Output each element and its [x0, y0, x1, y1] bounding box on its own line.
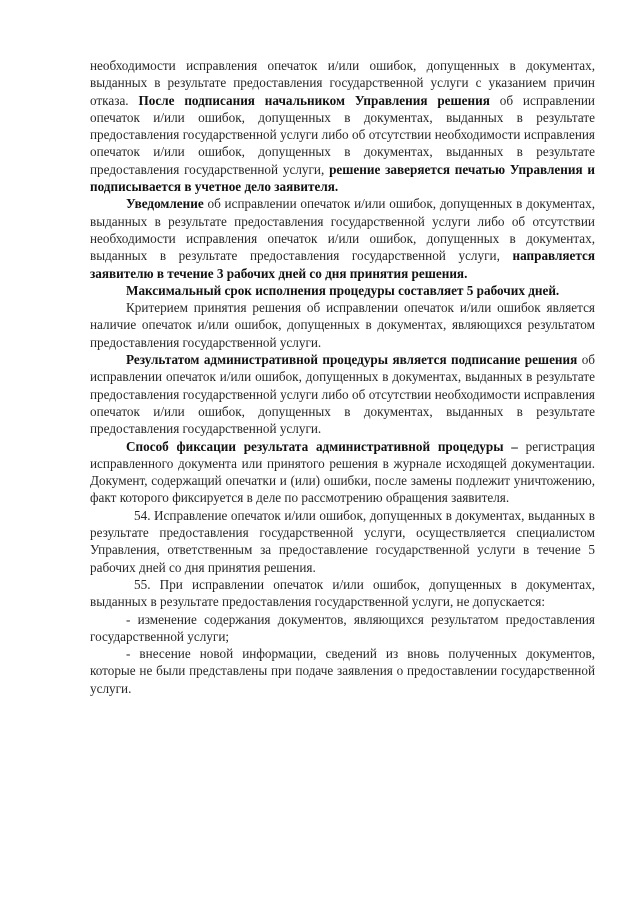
text-refusal-reasons: необходимости исправления опечаток и/или ошибок, допущенных в документах, выданных в результате предоставления государственной услуги с указанием причин отказа.: [90, 58, 595, 108]
text-fixation-body: регистрация исправленного документа или принятого решения в журнале исходящей документации. Документ, содержащий опечатки и (или) ошибки, после замены подлежит уничтожению, факт которого фиксируется в деле по рассмотрению обращения заявителя.: [90, 438, 595, 506]
paragraph-criterion: Критерием принятия решения об исправлении опечаток и/или ошибок является наличие опечаток и/или ошибок, допущенных в документах, являющихся результатом предоставления государственной услуги.: [90, 300, 595, 350]
document-text: [90, 57, 595, 697]
paragraph-item-54: 54. Исправление опечаток и/или ошибок, допущенных в документах, выданных в результате предоставления государственной услуги, осуществляется специалистом Управления, ответственным за предоставление государственной услуги в течение 5 рабочих дней со дня принятия решения.: [90, 507, 595, 575]
text-notification-deadline: направляется заявителю в течение 3 рабочих дней со дня принятия решения.: [90, 248, 596, 281]
paragraph-decision-signing: [90, 57, 595, 195]
list-item-new-information: - внесение новой информации, сведений из вновь полученных документов, которые не были представлены при подаче заявления о предоставлении государственной услуги.: [90, 646, 595, 696]
text-notification-subject: об исправлении опечаток и/или ошибок, допущенных в документах, выданных в результате предоставления государственной услуги либо об отсутствии необходимости исправления опечаток и/или ошибок, допущенных в документах, выданных в результате предоставления государственной услуги,: [90, 196, 595, 264]
paragraph-fixation-method: [90, 438, 595, 507]
paragraph-notification: [90, 195, 595, 281]
text-fixation-label: Способ фиксации результата административной процедуры –: [126, 438, 518, 454]
paragraph-result: [90, 351, 595, 437]
paragraph-max-term: Максимальный срок исполнения процедуры составляет 5 рабочих дней.: [126, 282, 560, 298]
text-notification-label: Уведомление: [126, 196, 204, 212]
text-decision-subject: об исправлении опечаток и/или ошибок, допущенных в документах, выданных в результате предоставления государственной услуги либо об отсутствии необходимости исправления опечаток и/или ошибок, допущенных в документах, выданных в результате предоставления государственной услуги,: [90, 92, 595, 177]
text-result-subject: об исправлении опечаток и/или ошибок, допущенных в документах, выданных в результате предоставления государственной услуги либо об отсутствии необходимости исправления опечаток и/или ошибок, допущенных в документах, выданных в результате предоставления государственной услуги.: [90, 352, 595, 437]
text-decision-certified: решение заверяется печатью Управления и подписывается в учетное дело заявителя.: [90, 161, 595, 195]
text-after-signing: После подписания начальником Управления решения: [138, 92, 490, 108]
list-item-content-change: - изменение содержания документов, являющихся результатом предоставления государственной услуги;: [90, 611, 595, 644]
text-result-label: Результатом административной процедуры является подписание решения: [126, 352, 578, 368]
paragraph-item-55: 55. При исправлении опечаток и/или ошибок, допущенных в документах, выданных в результате предоставления государственной услуги, не допускается:: [90, 576, 595, 610]
